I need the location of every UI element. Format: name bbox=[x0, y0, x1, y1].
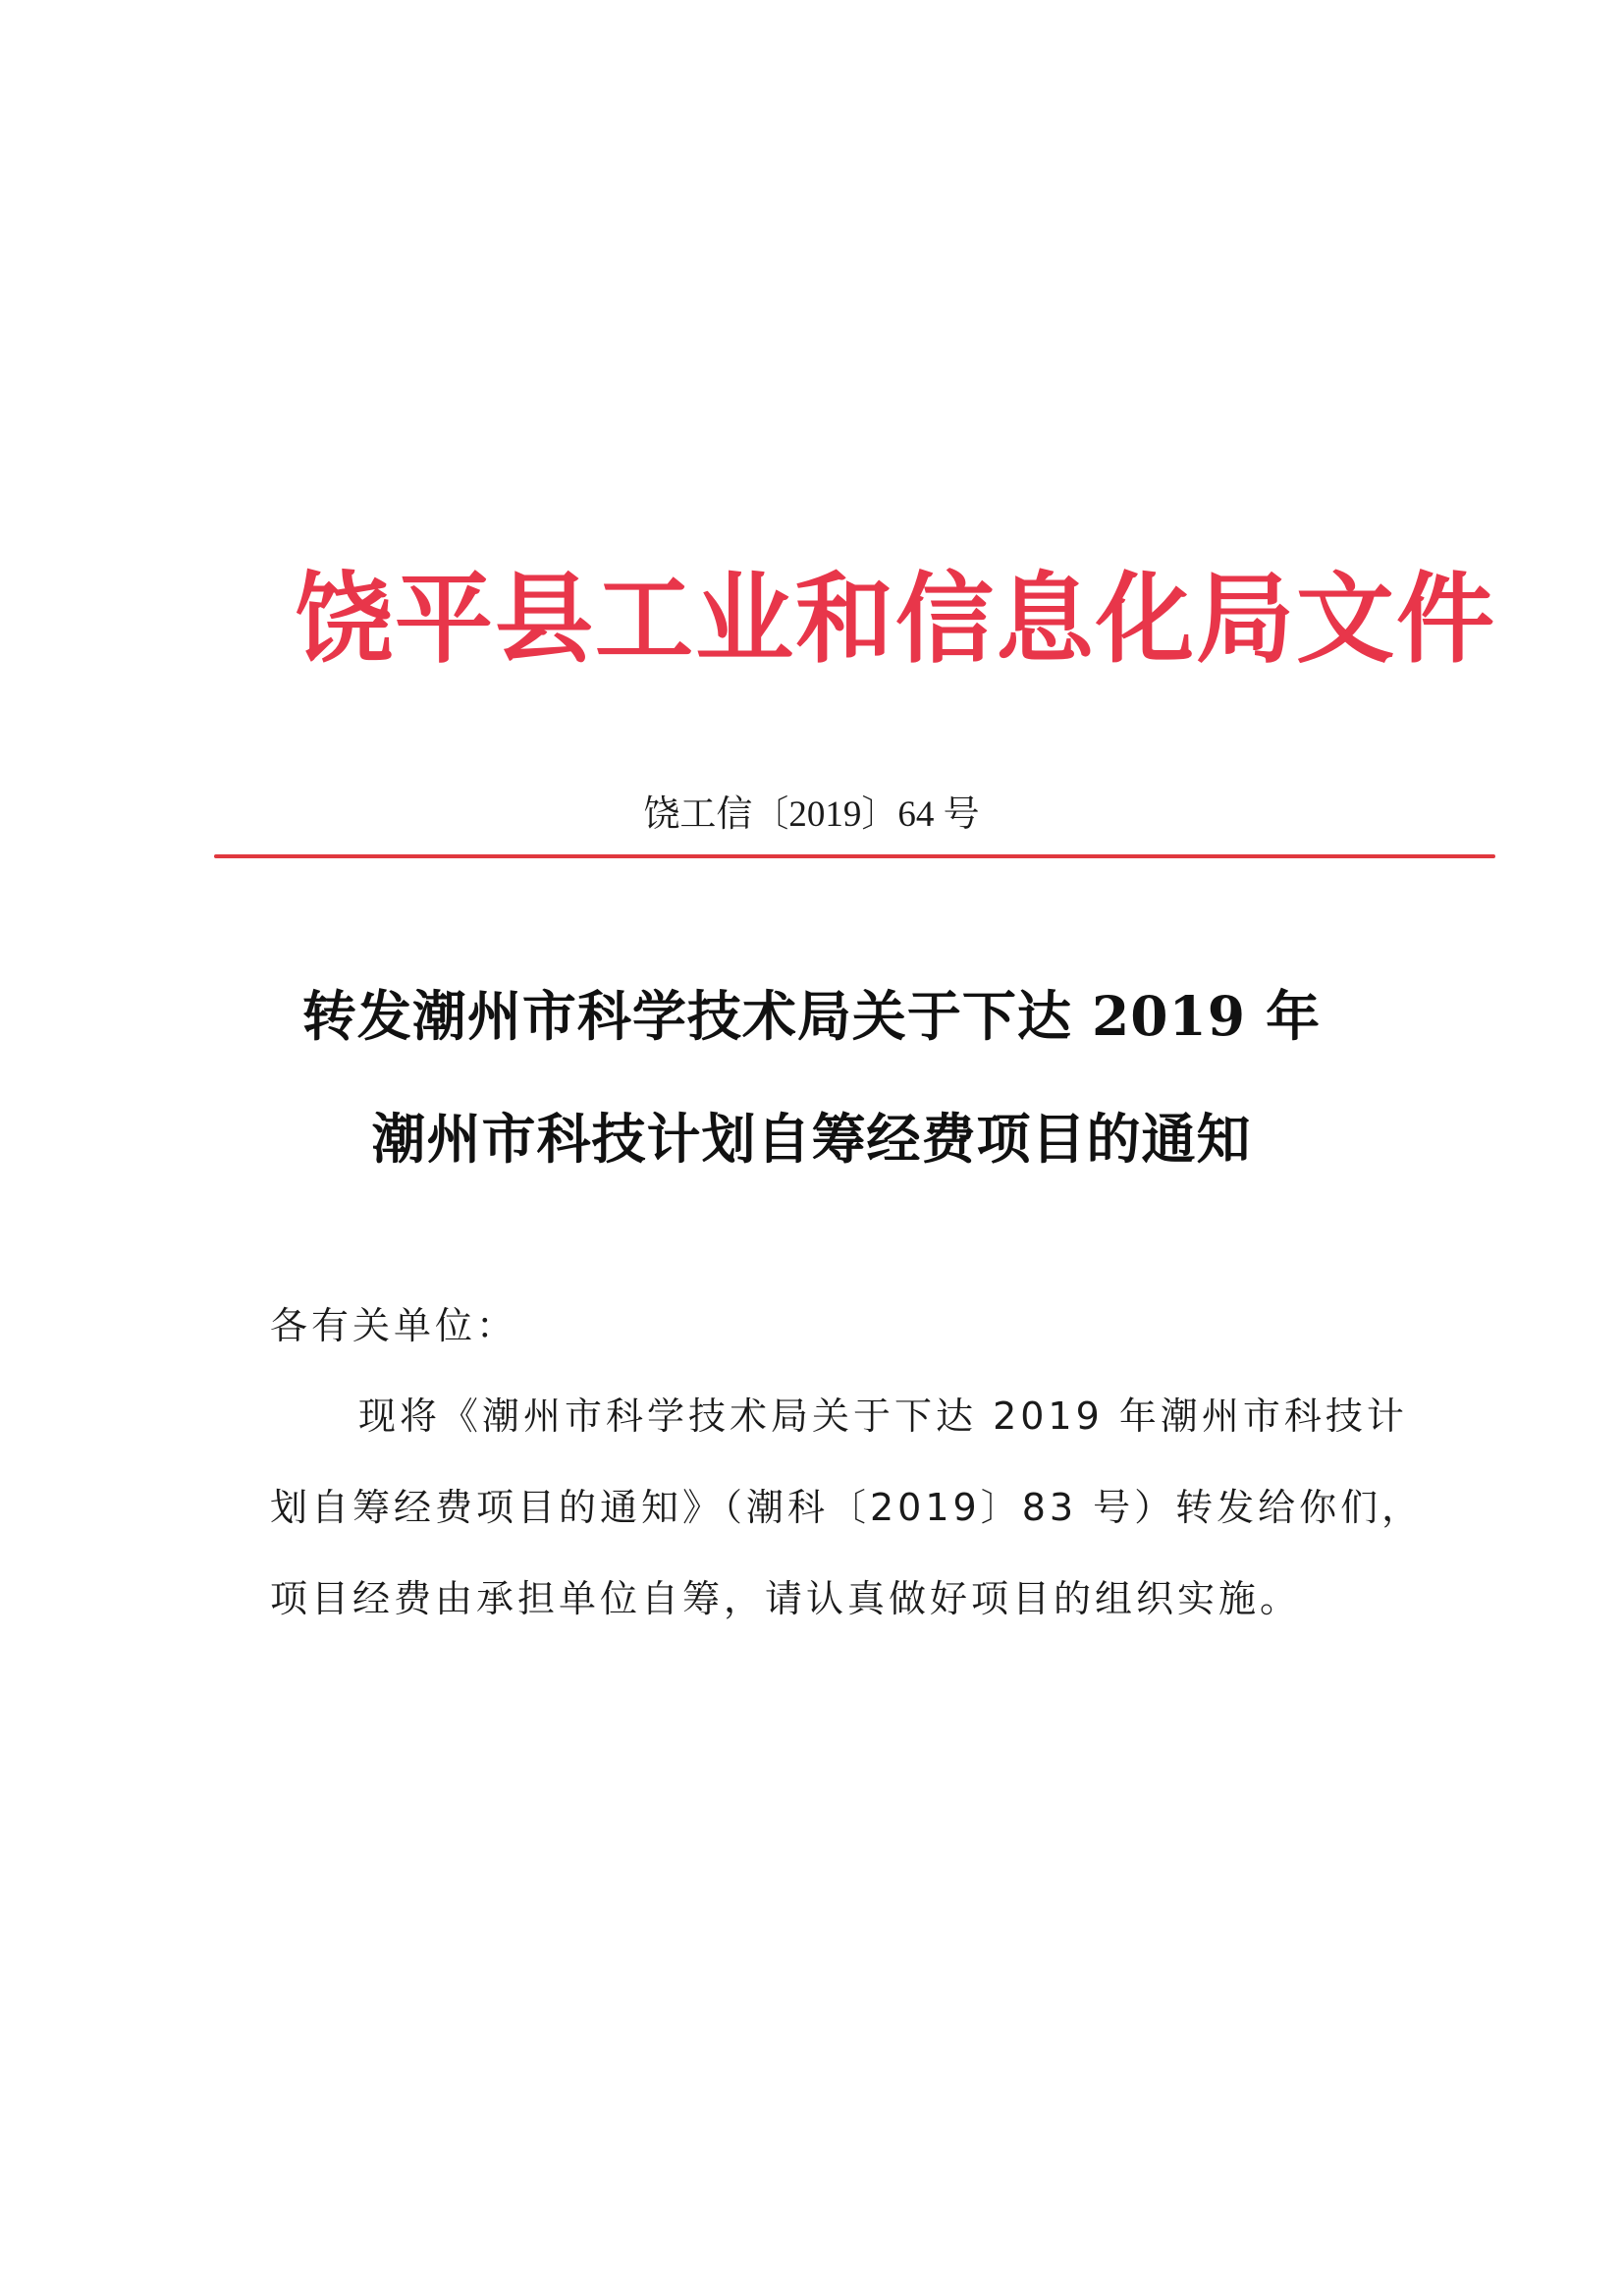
issuing-authority-header: 饶平县工业和信息化局文件 bbox=[295, 561, 1496, 677]
body-paragraph-line-1: 现将《潮州市科学技术局关于下达 2019 年潮州市科技计 bbox=[358, 1394, 1408, 1438]
body-paragraph-line-2: 划自筹经费项目的通知》（潮科〔2019〕83 号）转发给你们， bbox=[270, 1486, 1424, 1529]
salutation: 各有关单位： bbox=[270, 1304, 518, 1347]
notice-title-line-2: 潮州市科技计划自筹经费项目的通知 bbox=[371, 1107, 1252, 1171]
red-divider-line bbox=[214, 854, 1495, 858]
document-number: 饶工信〔2019〕64 号 bbox=[643, 794, 980, 835]
body-paragraph-line-3: 项目经费由承担单位自筹，请认真做好项目的组织实施。 bbox=[270, 1577, 1302, 1620]
notice-title-line-1: 转发潮州市科学技术局关于下达 2019 年 bbox=[301, 984, 1322, 1048]
